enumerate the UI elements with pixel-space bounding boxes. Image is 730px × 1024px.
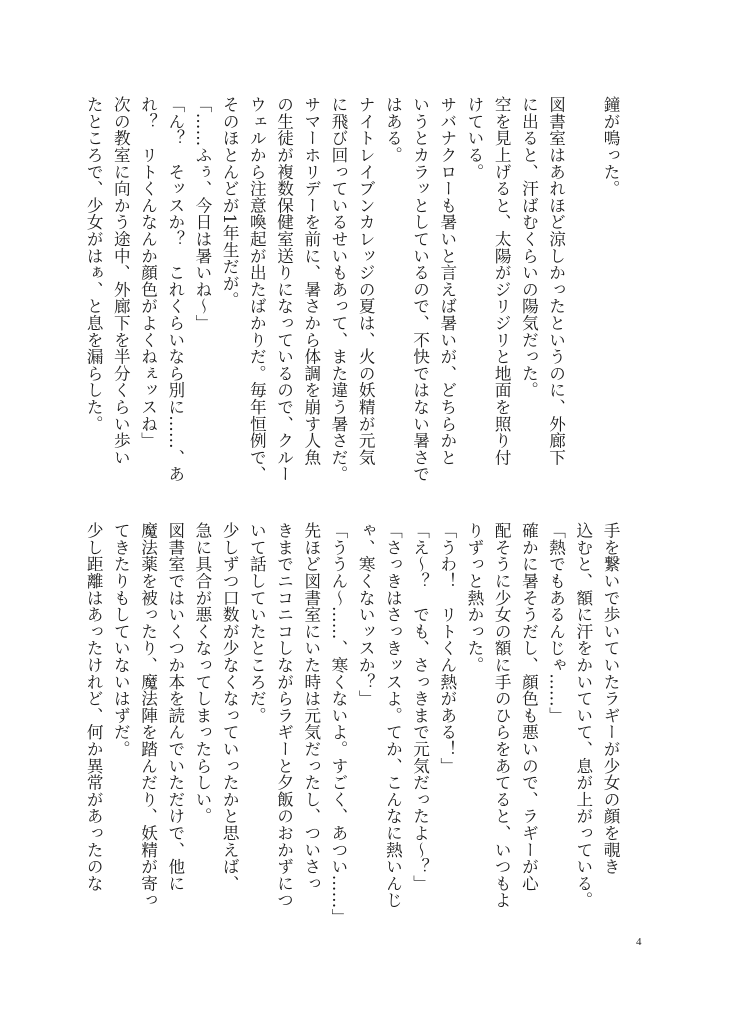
text-line: きまでニコニコしながらラギーと夕飯のおかずにつ [274, 522, 294, 909]
text-line: 次の教室に向かう途中、外廊下を半分くらい歩い [111, 96, 131, 466]
text-line: りずっと熱かった。 [464, 522, 484, 674]
text-line: 配そうに少女の額に手のひらをあてると、いつもよ [492, 522, 512, 909]
text-line: 少し距離はあったけれど、何か異常があったのな [84, 522, 104, 892]
text-line [570, 96, 597, 506]
text-line: 少しずつ口数が少なくなっていったかと思えば、 [220, 522, 240, 892]
text-line: 「え〜？ でも、さっきまで元気だったよ〜？」 [410, 522, 430, 892]
text-line: いて話していたところだ。 [247, 522, 267, 724]
text-line: 鐘が鳴った。 [601, 96, 620, 197]
text-line: ゃ、寒くないッスか？」 [356, 522, 376, 707]
text-line: れ？ リトくんなんか顔色がよくねぇッスね」 [138, 96, 158, 449]
text-line: てきたりもしていないはずだ。 [111, 522, 131, 758]
text-line: 確かに暑そうだし、顔色も悪いので、ラギーが心 [519, 522, 539, 892]
text-line: に飛び回っているせいもあって、また違う暑さだ。 [328, 96, 348, 483]
text-line: けている。 [464, 96, 484, 180]
text-line: 「ううん〜……、寒くないよ。すごく、あつい……」 [328, 522, 348, 926]
upper-text-block [84, 96, 624, 506]
text-line: サマーホリデーを前に、暑さから体調を崩す人魚 [301, 96, 321, 466]
text-line: 「さっきはさっきッスよ。てか、こんなに熱いんじ [383, 522, 403, 909]
text-line: サバナクローも暑いと言えば暑いが、どちらかと [437, 96, 457, 466]
text-line: 空を見上げると、太陽がジリジリと地面を照り付 [492, 96, 512, 466]
text-line: いうとカラッとしているので、不快ではない暑さで [410, 96, 430, 483]
lower-text-block [84, 522, 624, 932]
page-number: 4 [636, 936, 642, 948]
text-line: 手を繋いで歩いていたラギーが少女の顔を覗き [601, 522, 620, 875]
text-line: そのほとんどが1年生だが。 [220, 96, 240, 309]
text-line: 急に具合が悪くなってしまったらしい。 [192, 522, 212, 825]
text-line: 図書室ではいくつか本を読んでいただけで、他に [165, 522, 185, 892]
text-line: ウェルから注意喚起が出たばかりだ。毎年恒例で、 [247, 96, 267, 483]
text-line: 「ん？ そッスか？ これくらいなら別に……、あ [165, 96, 185, 483]
text-line: 図書室はあれほど涼しかったというのに、外廊下 [546, 96, 566, 466]
text-line: はある。 [383, 96, 403, 164]
text-line: 「熱でもあるんじゃ……」 [546, 522, 566, 724]
text-line: の生徒が複数保健室送りになっているので、クルー [274, 96, 294, 483]
text-line: 「うわ！ リトくん熱がある！」 [437, 522, 457, 774]
text-line: 先ほど図書室にいた時は元気だったし、ついさっ [301, 522, 321, 892]
text-line: ナイトレイブンカレッジの夏は、火の妖精が元気 [356, 96, 376, 466]
text-line: 魔法薬を被ったり、魔法陣を踏んだり、妖精が寄っ [138, 522, 158, 909]
text-line: に出ると、汗ばむくらいの陽気だった。 [519, 96, 539, 399]
text-line: 込むと、額に汗をかいていて、息が上がっている。 [573, 522, 593, 909]
text-line: たところで、少女がはぁ、と息を漏らした。 [84, 96, 104, 432]
text-line: 「……ふぅ、今日は暑いね〜」 [192, 96, 212, 332]
